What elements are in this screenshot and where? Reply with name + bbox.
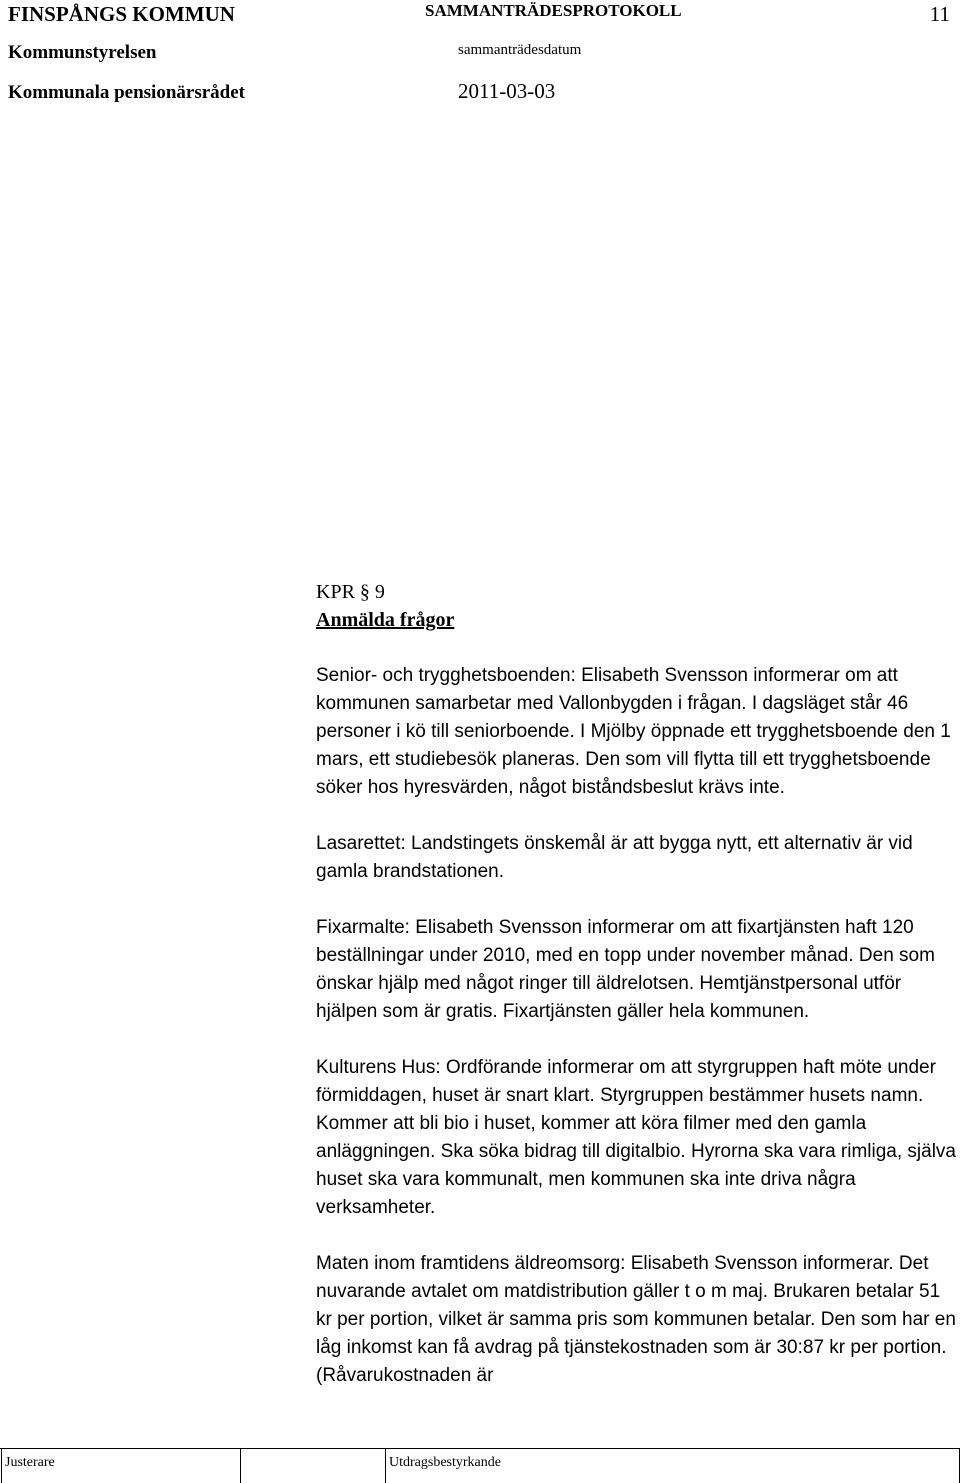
page-number: 11 <box>929 2 950 26</box>
extract-label: Utdragsbestyrkande <box>389 1455 501 1470</box>
paragraph-fixarmalte: Fixarmalte: Elisabeth Svensson informerar om att fixartjänsten haft 120 beställningar under 2010, med en topp under november månad. Den som önskar hjälp med något ringer till äldrelotsen. Hemtjänstpersonal utför hjälpen som är gratis. Fixartjänsten gäller hela kommunen. <box>316 917 935 1022</box>
organization-name: FINSPÅNGS KOMMUN <box>8 2 235 26</box>
paragraph-elderly-food: Maten inom framtidens äldreomsorg: Elisabeth Svensson informerar. Det nuvarande avtalet om matdistribution gäller t o m maj. Brukaren betalar 51 kr per portion, vilket är samma pris som kommunen betalar. Den som har en låg inkomst kan få avdrag på tjänstekostnaden som är 30:87 kr per portion. (Råvarukostnaden är <box>316 1253 956 1386</box>
section-number: KPR § 9 <box>316 581 385 603</box>
paragraph-hospital: Lasarettet: Landstingets önskemål är att bygga nytt, ett alternativ är vid gamla brandstationen. <box>316 833 913 882</box>
signer-box <box>1 1448 240 1483</box>
paragraph-culture-house: Kulturens Hus: Ordförande informerar om att styrgruppen haft möte under förmiddagen, huset är snart klart. Styrgruppen bestämmer husets namn. Kommer att bli bio i huset, kommer att köra filmer med den gamla anläggningen. Ska söka bidrag till digitalbio. Hyrorna ska vara rimliga, själva huset ska vara kommunalt, men kommunen ska inte driva några verksamheter. <box>316 1057 956 1218</box>
section-title: Anmälda frågor <box>316 609 455 631</box>
signer-label: Justerare <box>5 1455 55 1470</box>
board-name: Kommunstyrelsen <box>8 42 157 63</box>
council-name: Kommunala pensionärsrådet <box>8 82 245 103</box>
meeting-date-label: sammanträdesdatum <box>458 42 582 58</box>
protocol-section <box>316 578 956 1390</box>
document-type: SAMMANTRÄDESPROTOKOLL <box>425 1 682 20</box>
signer-initials-box <box>240 1448 385 1483</box>
paragraph-senior-housing: Senior- och trygghetsboenden: Elisabeth Svensson informerar om att kommunen samarbetar med Vallonbygden i frågan. I dagsläget står 46 personer i kö till seniorboende. I Mjölby öppnade ett trygghetsboende den 1 mars, ett studiebesök planeras. Den som vill flytta till ett trygghetsboende söker hos hyresvärden, något biståndsbeslut krävs inte. <box>316 665 951 798</box>
meeting-date: 2011-03-03 <box>458 79 556 103</box>
extract-certification-box <box>385 1448 960 1483</box>
signature-footer <box>0 1448 960 1483</box>
